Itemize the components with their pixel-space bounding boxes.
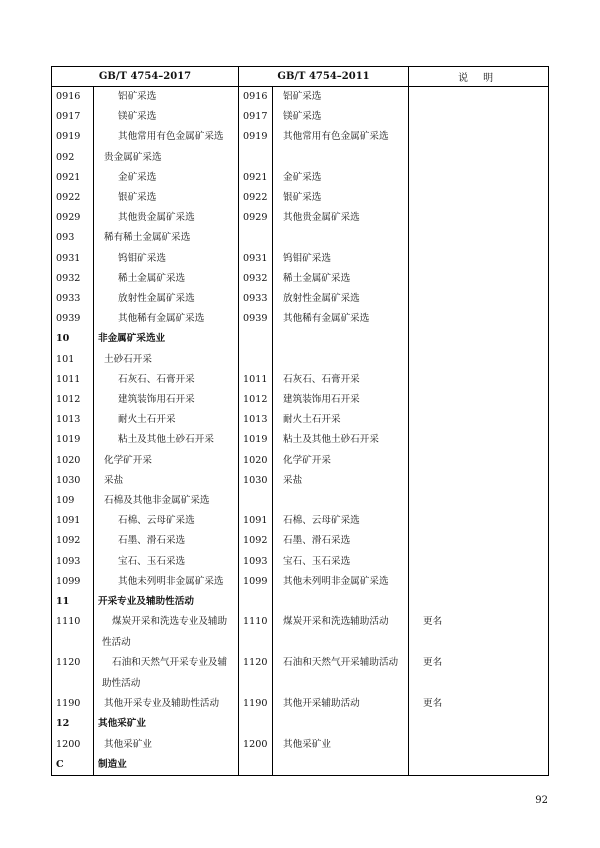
name-2011	[273, 127, 409, 147]
name-2017-text: 其他采矿业	[104, 738, 152, 750]
name-2017	[94, 228, 239, 248]
name-2011-text: 石灰石、石膏开采	[283, 373, 360, 385]
name-2011-text: 稀土金属矿采选	[283, 272, 351, 284]
name-2017	[94, 148, 239, 168]
code-2017: 0922	[52, 188, 94, 208]
table-row	[52, 471, 549, 491]
name-2017-text: 建筑装饰用石开采	[118, 394, 195, 406]
name-2011	[273, 531, 409, 551]
note	[409, 451, 549, 471]
code-2011: 1091	[239, 511, 273, 531]
code-2011: 0921	[239, 168, 273, 188]
code-2011	[239, 350, 273, 370]
code-2011: 0939	[239, 309, 273, 329]
code-2011: 1030	[239, 471, 273, 491]
note-text	[413, 354, 423, 365]
name-2011-text: 石棉、云母矿采选	[283, 515, 360, 527]
name-2011-text: 采盐	[283, 474, 303, 486]
name-2011	[273, 309, 409, 329]
name-2011	[273, 107, 409, 127]
name-2011	[273, 390, 409, 410]
code-2011: 1120	[239, 653, 273, 694]
table-row	[52, 329, 549, 349]
name-2017-text: 化学矿开采	[104, 454, 152, 466]
name-2011	[273, 430, 409, 450]
code-2011: 0933	[239, 289, 273, 309]
name-2011-text: 石油和天然气开采辅助活动	[283, 657, 399, 669]
note	[409, 148, 549, 168]
name-2011	[273, 735, 409, 755]
note	[409, 87, 549, 108]
name-2017-text: 钨钼矿采选	[118, 252, 166, 264]
table-row	[52, 228, 549, 248]
code-2017: 109	[52, 491, 94, 511]
table-row	[52, 755, 549, 776]
note	[409, 491, 549, 511]
note	[409, 228, 549, 248]
note-text	[413, 576, 423, 587]
name-2011	[273, 188, 409, 208]
header-gbt-2017: GB/T 4754–2017	[52, 67, 239, 87]
name-2017-text: 石灰石、石膏开采	[118, 373, 195, 385]
name-2011	[273, 491, 409, 511]
name-2011	[273, 714, 409, 734]
code-2011: 0916	[239, 87, 273, 108]
name-2011-text: 建筑装饰用石开采	[283, 394, 360, 406]
note	[409, 390, 549, 410]
table-row	[52, 491, 549, 511]
table-row	[52, 350, 549, 370]
table-row	[52, 714, 549, 734]
note	[409, 694, 549, 714]
note	[409, 127, 549, 147]
name-2011-text: 其他稀有金属矿采选	[283, 313, 370, 325]
code-2017: 092	[52, 148, 94, 168]
note-text	[413, 232, 423, 243]
name-2017-text: 其他稀有金属矿采选	[118, 313, 205, 325]
code-2017: 1200	[52, 735, 94, 755]
code-2017: 0933	[52, 289, 94, 309]
code-2017: 1099	[52, 572, 94, 592]
code-2017: 0917	[52, 107, 94, 127]
table-row	[52, 410, 549, 430]
name-2011	[273, 289, 409, 309]
name-2017	[94, 714, 239, 734]
table-row	[52, 430, 549, 450]
name-2017-text: 非金属矿采选业	[98, 333, 166, 345]
note	[409, 430, 549, 450]
code-2017: 1019	[52, 430, 94, 450]
code-2011: 0922	[239, 188, 273, 208]
name-2011	[273, 410, 409, 430]
name-2011	[273, 612, 409, 653]
note	[409, 592, 549, 612]
note-text	[413, 475, 423, 486]
name-2011-text: 其他开采辅助活动	[283, 698, 360, 710]
name-2017-text: 其他开采专业及辅助性活动	[104, 698, 220, 710]
note-text	[413, 91, 423, 102]
code-2011	[239, 148, 273, 168]
note-text: 更名	[423, 698, 443, 710]
code-2017: 12	[52, 714, 94, 734]
table-row	[52, 269, 549, 289]
name-2017	[94, 329, 239, 349]
table-row	[52, 168, 549, 188]
code-2011: 1013	[239, 410, 273, 430]
name-2011	[273, 592, 409, 612]
name-2017-text: 其他常用有色金属矿采选	[118, 131, 224, 143]
note	[409, 410, 549, 430]
name-2017	[94, 592, 239, 612]
name-2017	[94, 471, 239, 491]
note	[409, 269, 549, 289]
name-2011	[273, 87, 409, 108]
name-2011	[273, 249, 409, 269]
name-2011-text: 耐火土石开采	[283, 414, 341, 426]
name-2017	[94, 350, 239, 370]
note	[409, 612, 549, 653]
note-text	[413, 495, 423, 506]
note	[409, 168, 549, 188]
name-2017-text: 其他贵金属矿采选	[118, 212, 195, 224]
code-2017: 1120	[52, 653, 94, 694]
note-text	[413, 394, 423, 405]
note	[409, 309, 549, 329]
code-2011: 1110	[239, 612, 273, 653]
name-2011-text: 镁矿采选	[283, 111, 322, 123]
code-2017: 0932	[52, 269, 94, 289]
name-2011-text: 石墨、滑石采选	[283, 535, 351, 547]
code-2011	[239, 228, 273, 248]
code-2011	[239, 592, 273, 612]
code-2017: 1011	[52, 370, 94, 390]
note-text	[413, 455, 423, 466]
note	[409, 572, 549, 592]
note	[409, 755, 549, 776]
name-2017	[94, 735, 239, 755]
code-2017: 0921	[52, 168, 94, 188]
name-2017-text: 粘土及其他土砂石开采	[118, 434, 214, 446]
name-2011	[273, 208, 409, 228]
note	[409, 289, 549, 309]
name-2011-text: 其他贵金属矿采选	[283, 212, 360, 224]
table-row	[52, 653, 549, 694]
name-2017-text: 贵金属矿采选	[104, 151, 162, 163]
name-2011	[273, 350, 409, 370]
name-2011-text: 其他未列明非金属矿采选	[283, 575, 389, 587]
name-2011	[273, 511, 409, 531]
table-body	[52, 87, 549, 776]
table-row	[52, 694, 549, 714]
name-2017-text: 放射性金属矿采选	[118, 293, 195, 305]
code-2011	[239, 491, 273, 511]
table-row	[52, 552, 549, 572]
code-2017: 1093	[52, 552, 94, 572]
code-2017: 11	[52, 592, 94, 612]
code-2011: 1012	[239, 390, 273, 410]
note-text	[413, 759, 423, 770]
name-2017	[94, 208, 239, 228]
name-2017-text: 银矿采选	[118, 192, 157, 204]
name-2011	[273, 552, 409, 572]
table-row	[52, 87, 549, 108]
code-2017: 1110	[52, 612, 94, 653]
name-2017-text: 耐火土石开采	[118, 414, 176, 426]
code-2011	[239, 755, 273, 776]
name-2017	[94, 511, 239, 531]
name-2017-text: 其他采矿业	[98, 718, 146, 730]
note	[409, 329, 549, 349]
name-2011-text: 银矿采选	[283, 192, 322, 204]
note	[409, 735, 549, 755]
name-2017-text: 采盐	[104, 474, 124, 486]
table-row	[52, 592, 549, 612]
note-text	[413, 739, 423, 750]
name-2017-text: 稀有稀土金属矿采选	[104, 232, 191, 244]
header-gbt-2011: GB/T 4754–2011	[239, 67, 409, 87]
code-2017: 093	[52, 228, 94, 248]
code-2011: 1011	[239, 370, 273, 390]
name-2017	[94, 552, 239, 572]
code-2017: 0919	[52, 127, 94, 147]
table-header-row	[52, 67, 549, 87]
name-2017	[94, 451, 239, 471]
note-text	[413, 192, 423, 203]
note	[409, 370, 549, 390]
classification-table	[51, 66, 549, 776]
note-text	[413, 515, 423, 526]
note-text	[413, 718, 423, 729]
name-2017	[94, 127, 239, 147]
code-2011: 1093	[239, 552, 273, 572]
code-2011: 1020	[239, 451, 273, 471]
header-note: 说 明	[409, 67, 549, 87]
code-2017: 1012	[52, 390, 94, 410]
note	[409, 350, 549, 370]
note	[409, 511, 549, 531]
table-row	[52, 107, 549, 127]
name-2017-text: 制造业	[98, 758, 127, 770]
code-2017: 0939	[52, 309, 94, 329]
code-2017: 101	[52, 350, 94, 370]
note-text	[413, 374, 423, 385]
note-text	[413, 131, 423, 142]
name-2017-text: 石棉、云母矿采选	[118, 515, 195, 527]
name-2017	[94, 390, 239, 410]
name-2017: 石油和天然气开采专业及辅助性活动	[94, 653, 239, 694]
name-2017-text: 镁矿采选	[118, 111, 157, 123]
code-2011: 1099	[239, 572, 273, 592]
name-2017	[94, 430, 239, 450]
name-2017-text: 石墨、滑石采选	[118, 535, 186, 547]
name-2011	[273, 653, 409, 694]
code-2011: 0929	[239, 208, 273, 228]
table-row	[52, 309, 549, 329]
name-2017	[94, 531, 239, 551]
name-2017	[94, 249, 239, 269]
note-text	[413, 333, 423, 344]
note-text	[413, 434, 423, 445]
note	[409, 531, 549, 551]
note-text	[413, 414, 423, 425]
name-2017	[94, 289, 239, 309]
name-2017	[94, 491, 239, 511]
name-2017	[94, 168, 239, 188]
name-2017-text: 其他未列明非金属矿采选	[118, 575, 224, 587]
code-2017: 1091	[52, 511, 94, 531]
table-row	[52, 511, 549, 531]
code-2017: C	[52, 755, 94, 776]
code-2011: 0932	[239, 269, 273, 289]
code-2011	[239, 329, 273, 349]
name-2011	[273, 168, 409, 188]
code-2011: 1019	[239, 430, 273, 450]
note-text	[413, 111, 423, 122]
table-row	[52, 148, 549, 168]
table-row	[52, 208, 549, 228]
name-2017	[94, 370, 239, 390]
name-2017-text: 土砂石开采	[104, 353, 152, 365]
name-2011-text: 铝矿采选	[283, 91, 322, 102]
code-2011	[239, 714, 273, 734]
note	[409, 714, 549, 734]
code-2017: 0916	[52, 87, 94, 108]
code-2011: 1200	[239, 735, 273, 755]
code-2017: 1030	[52, 471, 94, 491]
note-text	[413, 535, 423, 546]
name-2017	[94, 87, 239, 108]
name-2017	[94, 694, 239, 714]
note-text	[413, 596, 423, 607]
note-text	[413, 273, 423, 284]
table-row	[52, 249, 549, 269]
note	[409, 249, 549, 269]
code-2017: 1190	[52, 694, 94, 714]
note	[409, 188, 549, 208]
name-2011	[273, 228, 409, 248]
table-row	[52, 612, 549, 653]
code-2017: 10	[52, 329, 94, 349]
note	[409, 552, 549, 572]
name-2011-text: 粘土及其他土砂石开采	[283, 434, 379, 446]
name-2011	[273, 755, 409, 776]
code-2011: 1092	[239, 531, 273, 551]
name-2017	[94, 755, 239, 776]
table-row	[52, 390, 549, 410]
table-row	[52, 127, 549, 147]
code-2017: 0931	[52, 249, 94, 269]
name-2011	[273, 451, 409, 471]
name-2017-text: 石棉及其他非金属矿采选	[104, 495, 210, 507]
note-text	[413, 253, 423, 264]
name-2017	[94, 309, 239, 329]
note-text	[413, 293, 423, 304]
name-2017-text: 金矿采选	[118, 171, 157, 183]
note-text: 更名	[423, 616, 443, 628]
name-2011-text: 放射性金属矿采选	[283, 293, 360, 305]
name-2017: 煤炭开采和洗选专业及辅助性活动	[94, 612, 239, 653]
note	[409, 208, 549, 228]
table-row	[52, 451, 549, 471]
page-number: 92	[535, 795, 548, 806]
name-2017	[94, 188, 239, 208]
name-2011-text: 金矿采选	[283, 171, 322, 183]
name-2017	[94, 410, 239, 430]
name-2011	[273, 572, 409, 592]
code-2011: 0931	[239, 249, 273, 269]
name-2011	[273, 694, 409, 714]
name-2011	[273, 370, 409, 390]
table-row	[52, 531, 549, 551]
code-2017: 0929	[52, 208, 94, 228]
name-2017-text: 宝石、玉石采选	[118, 555, 186, 567]
name-2017-text: 稀土金属矿采选	[118, 272, 186, 284]
note	[409, 107, 549, 127]
name-2017	[94, 107, 239, 127]
name-2017	[94, 572, 239, 592]
note-text: 更名	[423, 657, 443, 669]
code-2017: 1013	[52, 410, 94, 430]
code-2017: 1092	[52, 531, 94, 551]
code-2011: 1190	[239, 694, 273, 714]
table-row	[52, 188, 549, 208]
note-text	[413, 556, 423, 567]
name-2017-text: 开采专业及辅助性活动	[98, 596, 194, 608]
code-2011: 0917	[239, 107, 273, 127]
name-2011	[273, 329, 409, 349]
name-2011-text: 其他常用有色金属矿采选	[283, 131, 389, 143]
name-2017	[94, 269, 239, 289]
code-2011: 0919	[239, 127, 273, 147]
note-text	[413, 152, 423, 163]
note	[409, 471, 549, 491]
note-text	[413, 313, 423, 324]
note-text	[413, 212, 423, 223]
note	[409, 653, 549, 694]
name-2011-text: 宝石、玉石采选	[283, 555, 351, 567]
table-row	[52, 289, 549, 309]
name-2011	[273, 471, 409, 491]
table-row	[52, 572, 549, 592]
code-2017: 1020	[52, 451, 94, 471]
name-2017-text: 铝矿采选	[118, 91, 157, 102]
name-2011-text: 煤炭开采和洗选辅助活动	[283, 616, 389, 628]
note-text	[413, 172, 423, 183]
name-2011	[273, 148, 409, 168]
table-row	[52, 735, 549, 755]
table-row	[52, 370, 549, 390]
name-2011	[273, 269, 409, 289]
name-2011-text: 化学矿开采	[283, 454, 331, 466]
name-2011-text: 钨钼矿采选	[283, 252, 331, 264]
name-2011-text: 其他采矿业	[283, 738, 331, 750]
